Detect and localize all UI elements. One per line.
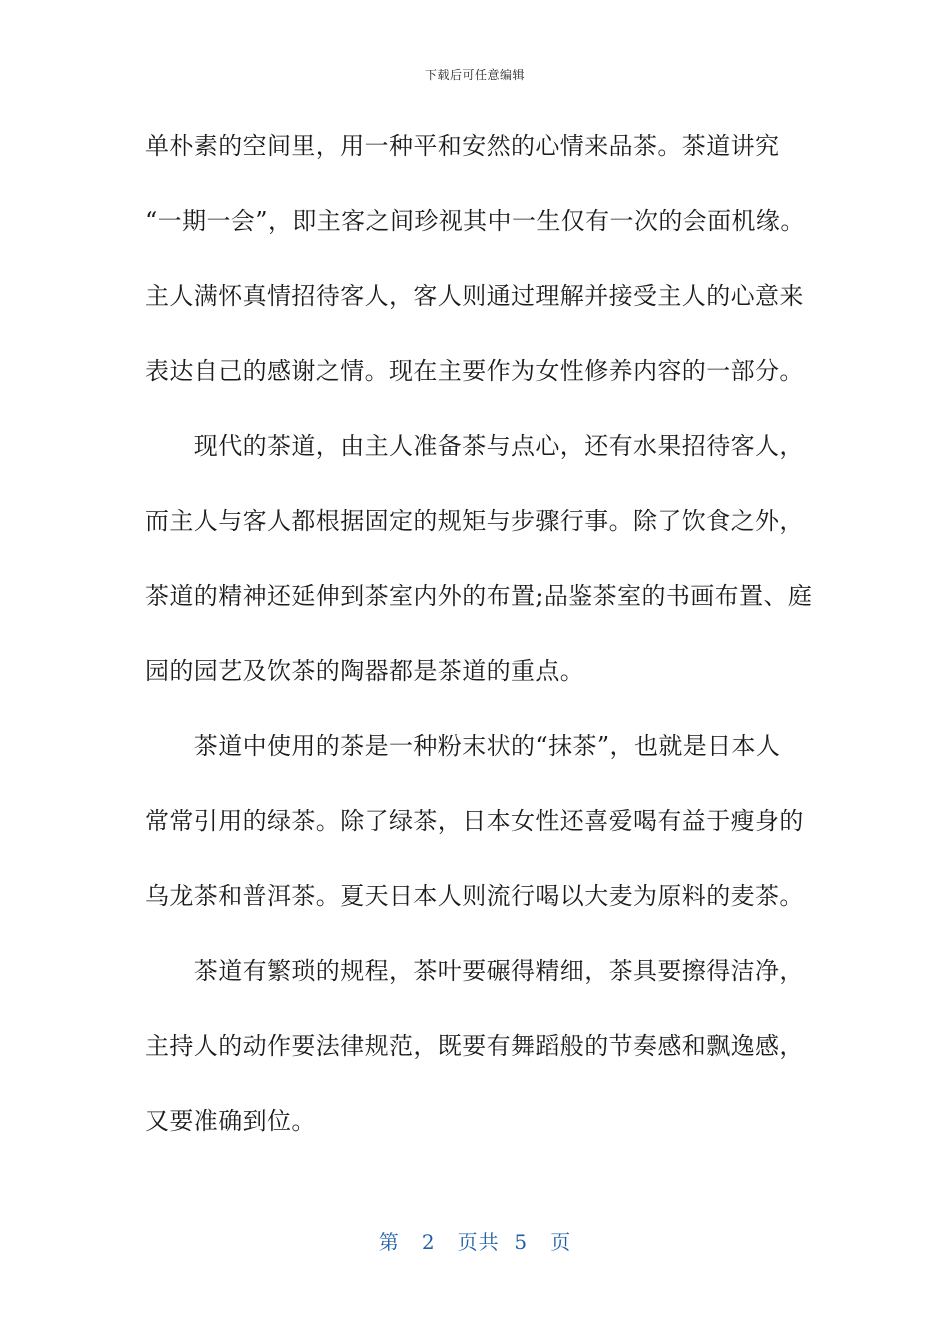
footer-prefix: 第 [378, 1230, 400, 1254]
text-line: 茶道中使用的茶是一种粉末状的“抹茶”，也就是日本人 [145, 732, 781, 760]
current-page-number: 2 [421, 1230, 436, 1254]
text-line: 园的园艺及饮茶的陶器都是茶道的重点。 [145, 657, 585, 685]
text-line: 茶道的精神还延伸到茶室内外的布置;品鉴茶室的书画布置、庭 [145, 582, 813, 610]
footer-suffix: 页 [550, 1230, 572, 1254]
text-line: 又要准确到位。 [145, 1107, 316, 1135]
text-line: 单朴素的空间里，用一种平和安然的心情来品茶。茶道讲究 [145, 132, 780, 160]
text-line: 而主人与客人都根据固定的规矩与步骤行事。除了饮食之外， [145, 507, 804, 535]
total-pages-number: 5 [514, 1230, 529, 1254]
page-number-footer [0, 1226, 950, 1255]
text-line: 主持人的动作要法律规范，既要有舞蹈般的节奏感和飘逸感， [145, 1032, 804, 1060]
text-line: 常常引用的绿茶。除了绿茶，日本女性还喜爱喝有益于瘦身的 [145, 807, 804, 835]
text-line: “一期一会”，即主客之间珍视其中一生仅有一次的会面机缘。 [145, 207, 805, 235]
page-header-note: 下载后可任意编辑 [424, 68, 525, 82]
footer-middle: 页共 [457, 1230, 500, 1254]
text-line: 现代的茶道，由主人准备茶与点心，还有水果招待客人， [145, 432, 804, 460]
text-line: 主人满怀真情招待客人，客人则通过理解并接受主人的心意来 [145, 282, 804, 310]
text-line: 表达自己的感谢之情。现在主要作为女性修养内容的一部分。 [145, 357, 804, 385]
text-line: 茶道有繁琐的规程，茶叶要碾得精细，茶具要擦得洁净， [145, 957, 804, 985]
text-line: 乌龙茶和普洱茶。夏天日本人则流行喝以大麦为原料的麦茶。 [145, 882, 804, 910]
